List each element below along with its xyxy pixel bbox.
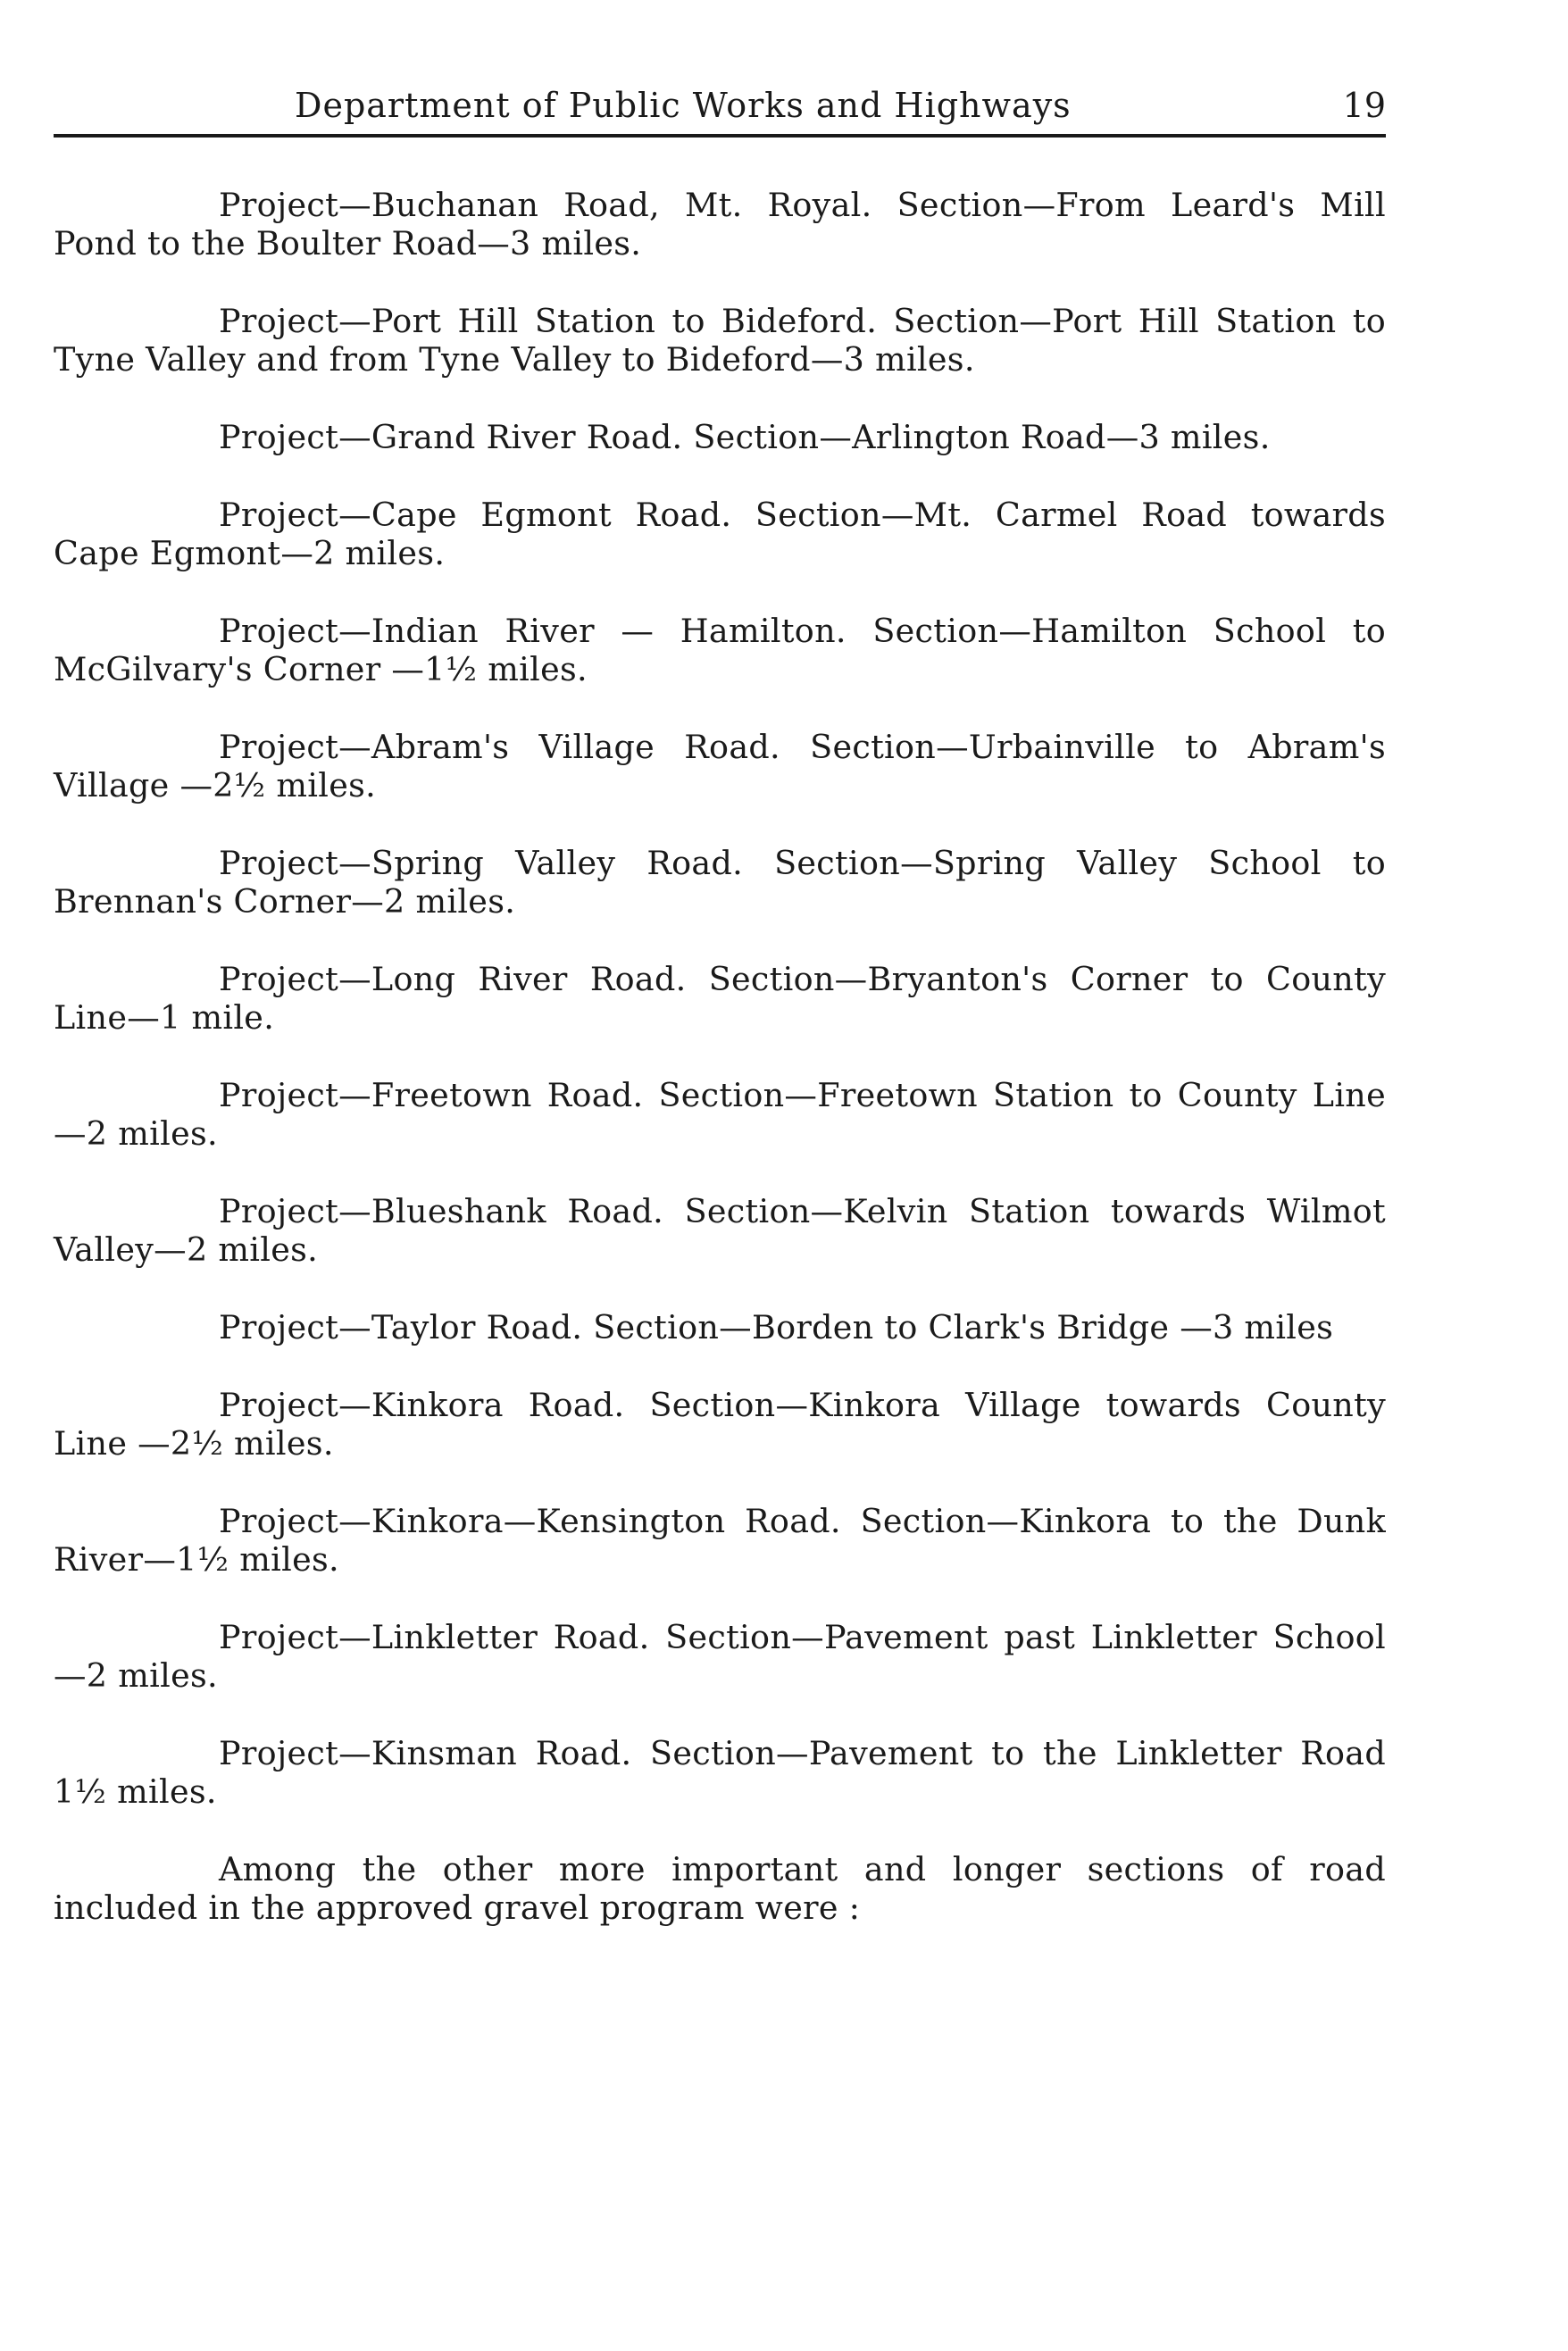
project-paragraph: Project—Kinsman Road. Section—Pavement to the Linkletter Road 1½ miles. [54, 1734, 1386, 1811]
project-paragraph: Project—Abram's Village Road. Section—Urbainville to Abram's Village —2½ miles. [54, 728, 1386, 805]
running-title: Department of Public Works and Highways [295, 86, 1072, 125]
project-paragraph: Project—Grand River Road. Section—Arlington Road—3 miles. [219, 418, 1271, 456]
project-paragraph: Project—Long River Road. Section—Bryanton's Corner to County Line—1 mile. [54, 960, 1386, 1037]
project-paragraph: Project—Taylor Road. Section—Borden to Clark's Bridge —3 miles [219, 1308, 1334, 1346]
project-paragraph: Project—Kinkora Road. Section—Kinkora Village towards County Line —2½ miles. [54, 1386, 1386, 1463]
project-paragraph: Project—Linkletter Road. Section—Pavement past Linkletter School—2 miles. [54, 1618, 1386, 1695]
body-text [54, 186, 1386, 1966]
header-rule [54, 134, 1386, 138]
project-paragraph: Project—Blueshank Road. Section—Kelvin Station towards Wilmot Valley—2 miles. [54, 1192, 1386, 1269]
project-paragraph: Project—Freetown Road. Section—Freetown Station to County Line—2 miles. [54, 1076, 1386, 1153]
project-paragraph: Project—Indian River — Hamilton. Section—Hamilton School to McGilvary's Corner —1½ miles. [54, 612, 1386, 688]
project-paragraph: Project—Spring Valley Road. Section—Spring Valley School to Brennan's Corner—2 miles. [54, 844, 1386, 921]
project-paragraph: Project—Port Hill Station to Bideford. Section—Port Hill Station to Tyne Valley and from Tyne Valley to Bideford—3 miles. [54, 302, 1386, 379]
page-header [54, 79, 1386, 132]
page-number: 19 [1342, 86, 1386, 125]
project-paragraph: Project—Cape Egmont Road. Section—Mt. Carmel Road towards Cape Egmont—2 miles. [54, 496, 1386, 572]
closing-paragraph: Among the other more important and longer sections of road included in the approved gravel program were : [54, 1850, 1386, 1927]
project-paragraph: Project—Kinkora—Kensington Road. Section—Kinkora to the Dunk River—1½ miles. [54, 1502, 1386, 1579]
project-paragraph: Project—Buchanan Road, Mt. Royal. Section—From Leard's Mill Pond to the Boulter Road—3 miles. [54, 186, 1386, 263]
